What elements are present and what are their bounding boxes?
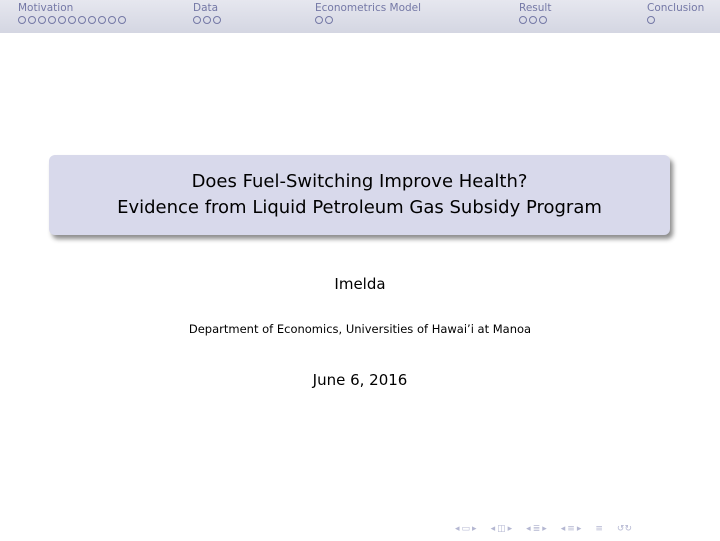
nav-frame-dot[interactable] — [193, 16, 201, 24]
nav-frame-dot[interactable] — [213, 16, 221, 24]
nav-frame-dot[interactable] — [529, 16, 537, 24]
nav-dots-motivation — [18, 16, 126, 24]
prev-subsection-icon[interactable]: ◂ — [490, 524, 496, 534]
next-section-icon[interactable]: ▸ — [542, 524, 547, 534]
author: Imelda — [334, 275, 386, 293]
nav-frame-dot[interactable] — [38, 16, 46, 24]
nav-section-data[interactable]: Data — [193, 2, 219, 14]
nav-frame-dot[interactable] — [647, 16, 655, 24]
institute: Department of Economics, Universities of Hawai’i at Manoa — [188, 322, 532, 336]
nav-frame-dot[interactable] — [78, 16, 86, 24]
nav-frame-dot[interactable] — [98, 16, 106, 24]
nav-frame-dot[interactable] — [108, 16, 116, 24]
title-line-1: Does Fuel-Switching Improve Health? — [191, 171, 528, 192]
nav-frame-dot[interactable] — [315, 16, 323, 24]
title-line-2: Evidence from Liquid Petroleum Gas Subsidy Program — [117, 197, 602, 218]
subsection-icon[interactable]: ◫ — [497, 524, 506, 534]
nav-frame-dot[interactable] — [539, 16, 547, 24]
prev-section-icon[interactable]: ◂ — [526, 524, 531, 534]
toc-icon[interactable]: ≡ — [595, 524, 603, 534]
nav-frame-dot[interactable] — [203, 16, 211, 24]
next-page-icon[interactable]: ▸ — [576, 524, 582, 534]
search-back-forward-icon[interactable]: ↺↻ — [616, 524, 633, 534]
nav-frame-dot[interactable] — [325, 16, 333, 24]
nav-section-motivation[interactable]: Motivation — [18, 2, 74, 14]
nav-dots-result — [519, 16, 547, 24]
nav-frame-dot[interactable] — [18, 16, 26, 24]
next-subsection-icon[interactable]: ▸ — [507, 524, 513, 534]
prev-page-icon[interactable]: ◂ — [560, 524, 566, 534]
nav-frame-dot[interactable] — [68, 16, 76, 24]
nav-frame-dot[interactable] — [28, 16, 36, 24]
beamer-navigation-controls — [455, 522, 632, 536]
nav-frame-dot[interactable] — [48, 16, 56, 24]
frame-icon[interactable]: ▭ — [461, 524, 471, 534]
date: June 6, 2016 — [312, 371, 408, 389]
nav-section-result[interactable]: Result — [519, 2, 552, 14]
nav-dots-econometrics-model — [315, 16, 333, 24]
nav-frame-dot[interactable] — [118, 16, 126, 24]
prev-frame-icon[interactable]: ◂ — [455, 524, 460, 534]
nav-frame-dot[interactable] — [519, 16, 527, 24]
nav-frame-dot[interactable] — [88, 16, 96, 24]
title-box — [49, 155, 670, 235]
nav-dots-data — [193, 16, 221, 24]
nav-section-econometrics-model[interactable]: Econometrics Model — [315, 2, 422, 14]
page-icon[interactable]: ≡ — [567, 524, 575, 534]
section-navbar — [0, 0, 720, 33]
nav-section-conclusion[interactable]: Conclusion — [647, 2, 705, 14]
nav-frame-dot[interactable] — [58, 16, 66, 24]
nav-dots-conclusion — [647, 16, 655, 24]
next-frame-icon[interactable]: ▸ — [472, 524, 477, 534]
section-icon[interactable]: ≣ — [532, 524, 541, 534]
